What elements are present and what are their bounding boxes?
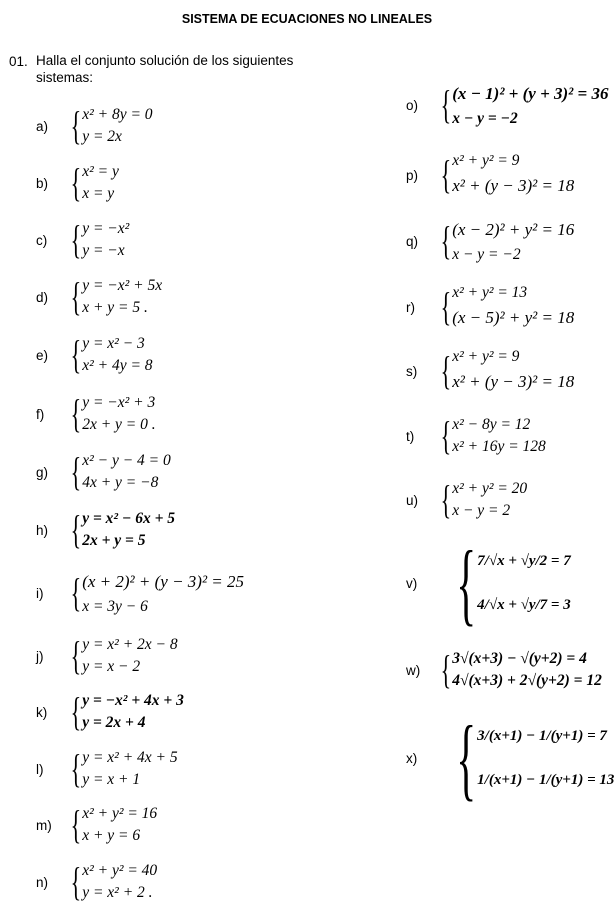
system-label: x) (406, 750, 418, 766)
system-label: c) (36, 232, 48, 248)
system-i (36, 568, 244, 618)
system-d (36, 275, 162, 319)
equation: 1/(x+1) − 1/(y+1) = 13 (477, 772, 614, 788)
system-b (36, 161, 119, 205)
system-label: p) (406, 167, 419, 183)
equation: y = x² + 4x + 5 (82, 749, 178, 766)
system-w (406, 648, 602, 692)
equation: x² + y² = 20 (452, 480, 528, 497)
equation: y = x − 2 (82, 658, 141, 675)
brace-icon: { (70, 449, 82, 494)
equation: x + y = 6 (82, 827, 141, 844)
brace-icon: { (70, 332, 82, 377)
brace-icon: { (70, 103, 82, 148)
system-f (36, 392, 156, 436)
system-label: q) (406, 233, 419, 249)
equation: 4/√x + √y/7 = 3 (477, 597, 571, 613)
equation: y = −x² + 4x + 3 (82, 692, 184, 709)
brace-icon: { (440, 82, 452, 127)
system-label: h) (36, 522, 49, 538)
equation: y = 2x + 4 (82, 714, 146, 731)
brace-icon: { (440, 348, 452, 393)
brace-icon: { (70, 160, 82, 205)
system-label: n) (36, 874, 49, 890)
system-m (36, 803, 157, 847)
brace-icon: { (456, 532, 477, 634)
brace-icon: { (440, 284, 452, 329)
system-s (406, 346, 574, 396)
brace-icon: { (440, 647, 452, 692)
equation: x² + y² = 13 (452, 284, 528, 301)
equation: (x − 2)² + y² = 16 (452, 220, 575, 239)
equation: x² + y² = 9 (452, 348, 520, 365)
brace-icon: { (70, 274, 82, 319)
system-label: g) (36, 464, 49, 480)
equation: x = y (82, 185, 115, 202)
system-t (406, 414, 546, 458)
equation: x² − 8y = 12 (452, 416, 531, 433)
equation: y = −x² + 5x (82, 277, 163, 294)
brace-icon: { (70, 633, 82, 678)
system-label: m) (36, 817, 52, 833)
system-label: e) (36, 347, 49, 363)
equation: x² + 8y = 0 (82, 106, 153, 123)
equation: 7/√x + √y/2 = 7 (477, 553, 571, 569)
system-v (406, 532, 571, 634)
system-c (36, 218, 129, 262)
brace-icon: { (70, 859, 82, 904)
equation: (x − 1)² + (y + 3)² = 36 (452, 84, 609, 103)
system-h (36, 508, 175, 552)
equation: y = x² + 2x − 8 (82, 636, 178, 653)
equation: 2x + y = 0 . (82, 416, 156, 433)
equation: x − y = −2 (452, 246, 521, 263)
system-l (36, 747, 178, 791)
question-text: Halla el conjunto solución de los siguientes sistemas: (36, 53, 294, 85)
system-label: i) (36, 585, 44, 601)
system-label: l) (36, 761, 44, 777)
system-q (406, 216, 574, 266)
system-x (406, 707, 614, 809)
system-label: f) (36, 406, 45, 422)
system-o (406, 80, 608, 130)
brace-icon: { (70, 802, 82, 847)
equation: (x + 2)² + (y − 3)² = 25 (82, 572, 245, 591)
equation: y = x² − 3 (82, 335, 145, 352)
brace-icon: { (70, 570, 82, 615)
question-number: 01. (9, 54, 28, 69)
system-label: b) (36, 175, 49, 191)
system-n (36, 860, 157, 904)
brace-icon: { (70, 507, 82, 552)
system-label: s) (406, 363, 418, 379)
brace-icon: { (70, 689, 82, 734)
brace-icon: { (440, 218, 452, 263)
system-label: a) (36, 118, 49, 134)
equation: (x − 5)² + y² = 18 (452, 308, 575, 327)
brace-icon: { (70, 217, 82, 262)
page-title: SISTEMA DE ECUACIONES NO LINEALES (181, 12, 433, 26)
brace-icon: { (440, 413, 452, 458)
system-label: r) (406, 299, 415, 315)
brace-icon: { (440, 152, 452, 197)
equation: x + y = 5 . (82, 299, 148, 316)
equation: x² + (y − 3)² = 18 (452, 372, 575, 391)
system-label: w) (406, 662, 421, 678)
equation: 4√(x+3) + 2√(y+2) = 12 (452, 672, 602, 689)
equation: y = x² + 2 . (82, 884, 153, 901)
system-j (36, 634, 178, 678)
equation: 2x + y = 5 (82, 532, 146, 549)
brace-icon: { (456, 707, 477, 809)
equation: y = x + 1 (82, 771, 141, 788)
system-r (406, 282, 574, 332)
equation: x² + y² = 9 (452, 152, 520, 169)
system-label: o) (406, 97, 419, 113)
equation: y = −x² (82, 220, 130, 237)
brace-icon: { (70, 746, 82, 791)
system-label: j) (36, 648, 44, 664)
equation: x² + 4y = 8 (82, 357, 153, 374)
equation: x² − y − 4 = 0 (82, 452, 171, 469)
equation: 3/(x+1) − 1/(y+1) = 7 (477, 728, 607, 744)
system-k (36, 690, 184, 734)
equation: x − y = −2 (452, 110, 518, 127)
system-label: t) (406, 428, 415, 444)
system-label: u) (406, 492, 419, 508)
system-e (36, 333, 153, 377)
equation: x² + 16y = 128 (452, 438, 546, 455)
equation: y = −x (82, 242, 125, 259)
brace-icon: { (70, 391, 82, 436)
system-label: d) (36, 289, 49, 305)
equation: x − y = 2 (452, 502, 511, 519)
equation: x² + y² = 16 (82, 805, 158, 822)
equation: y = x² − 6x + 5 (82, 510, 176, 527)
system-u (406, 478, 527, 522)
equation: x = 3y − 6 (82, 598, 148, 615)
equation: x² + (y − 3)² = 18 (452, 176, 575, 195)
brace-icon: { (440, 477, 452, 522)
equation: x² = y (82, 163, 119, 180)
equation: x² + y² = 40 (82, 862, 158, 879)
system-a (36, 104, 153, 148)
system-p (406, 150, 574, 200)
equation: y = −x² + 3 (82, 394, 156, 411)
system-label: k) (36, 704, 48, 720)
equation: 4x + y = −8 (82, 474, 159, 491)
equation: y = 2x (82, 128, 122, 145)
system-g (36, 450, 171, 494)
equation: 3√(x+3) − √(y+2) = 4 (452, 650, 587, 667)
system-label: v) (406, 575, 418, 591)
